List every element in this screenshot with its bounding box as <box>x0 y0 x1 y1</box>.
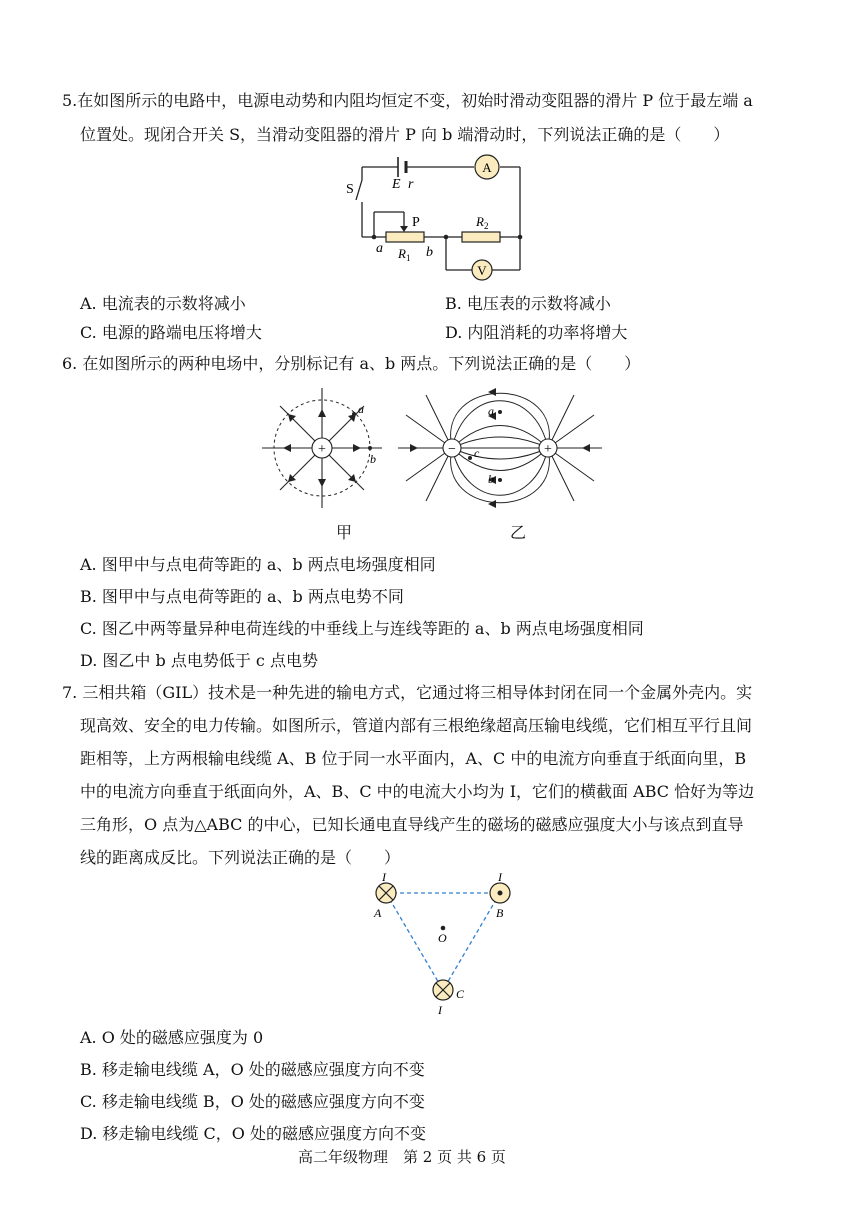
label-A: A <box>374 906 382 920</box>
q6-option-b: B. 图甲中与点电荷等距的 a、b 两点电势不同 <box>80 587 404 606</box>
q6-caption-jia: 甲 <box>336 523 353 542</box>
svg-text:+: + <box>544 442 552 457</box>
q5-circuit-diagram <box>340 150 540 280</box>
q5-line-1: 5.在如图所示的电路中，电源电动势和内阻均恒定不变，初始时滑动变阻器的滑片 P 位于最左端 a <box>62 91 753 110</box>
label-a: a <box>376 241 383 256</box>
q6-option-d: D. 图乙中 b 点电势低于 c 点电势 <box>80 651 318 670</box>
jia-label-b: b <box>370 452 376 466</box>
q7-line-1: 7. 三相共箱（GIL）技术是一种先进的输电方式，它通过将三相导体封闭在同一个金属外壳内。实 <box>62 683 753 702</box>
yi-label-a: a <box>488 404 494 418</box>
svg-text:−: − <box>448 442 456 457</box>
q7-line-6: 线的距离成反比。下列说法正确的是（ ） <box>80 848 401 867</box>
cable-a-into-page-icon <box>376 883 396 903</box>
label-A: A <box>482 160 492 175</box>
q6-field-figure-yi <box>396 385 604 515</box>
q7-line-3: 距相等，上方两根输电线缆 A、B 位于同一水平面内，A、C 中的电流方向垂直于纸面向里，B <box>80 749 747 768</box>
q6-option-c: C. 图乙中两等量异种电荷连线的中垂线上与连线等距的 a、b 两点电场强度相同 <box>80 619 644 638</box>
svg-text:+: + <box>318 442 326 457</box>
yi-label-c: c <box>474 446 480 460</box>
label-R2: $R_2$ <box>476 214 489 231</box>
q7-line-5: 三角形，O 点为△ABC 的中心，已知长通电直导线产生的磁场的磁感应强度大小与该点到直导 <box>80 815 744 834</box>
q7-option-b: B. 移走输电线缆 A，O 处的磁感应强度方向不变 <box>80 1060 425 1079</box>
label-R1: $R_1$ <box>398 246 411 263</box>
q7-line-4: 中的电流方向垂直于纸面向外，A、B、C 中的电流大小均为 I，它们的横截面 ABC 恰好为等边 <box>80 782 755 801</box>
q6-option-a: A. 图甲中与点电荷等距的 a、b 两点电场强度相同 <box>80 555 436 574</box>
page-footer: 高二年级物理 第 2 页 共 6 页 <box>298 1148 506 1166</box>
q7-line-2: 现高效、安全的电力传输。如图所示，管道内部有三根绝缘超高压输电线缆，它们相互平行且间 <box>80 716 753 735</box>
yi-label-b: b <box>488 472 494 486</box>
label-r: r <box>408 177 414 192</box>
q7-cable-triangle-figure <box>368 868 518 1018</box>
label-C: C <box>456 987 465 1001</box>
q5-option-d: D. 内阻消耗的功率将增大 <box>445 323 628 342</box>
q5-option-a: A. 电流表的示数将减小 <box>80 294 246 313</box>
cable-b-out-of-page-icon <box>490 883 510 903</box>
jia-label-a: a <box>358 402 364 416</box>
q5-option-c: C. 电源的路端电压将增大 <box>80 323 262 342</box>
q7-option-c: C. 移走输电线缆 B，O 处的磁感应强度方向不变 <box>80 1092 425 1111</box>
label-S: S <box>346 182 354 197</box>
resistor-r2 <box>462 232 500 242</box>
q6-field-figure-jia <box>258 385 390 515</box>
q5-option-b: B. 电压表的示数将减小 <box>445 294 611 313</box>
q7-option-d: D. 移走输电线缆 C，O 处的磁感应强度方向不变 <box>80 1124 426 1143</box>
label-P: P <box>412 215 420 230</box>
cable-c-into-page-icon <box>433 980 453 1000</box>
label-I-a: I <box>382 870 386 884</box>
resistor-r1 <box>386 232 424 242</box>
label-E: E <box>392 177 401 192</box>
q6-line-1: 6. 在如图所示的两种电场中，分别标记有 a、b 两点。下列说法正确的是（ ） <box>62 354 641 373</box>
label-V: V <box>477 263 487 278</box>
label-b: b <box>426 245 433 260</box>
label-B: B <box>496 906 504 920</box>
label-O: O <box>438 931 447 945</box>
label-I-c: I <box>438 1003 442 1017</box>
q5-line-2: 位置处。现闭合开关 S，当滑动变阻器的滑片 P 向 b 端滑动时，下列说法正确的是（ ） <box>80 125 730 144</box>
q6-caption-yi: 乙 <box>510 523 527 542</box>
label-I-b: I <box>498 870 502 884</box>
q7-option-a: A. O 处的磁感应强度为 0 <box>80 1028 264 1047</box>
